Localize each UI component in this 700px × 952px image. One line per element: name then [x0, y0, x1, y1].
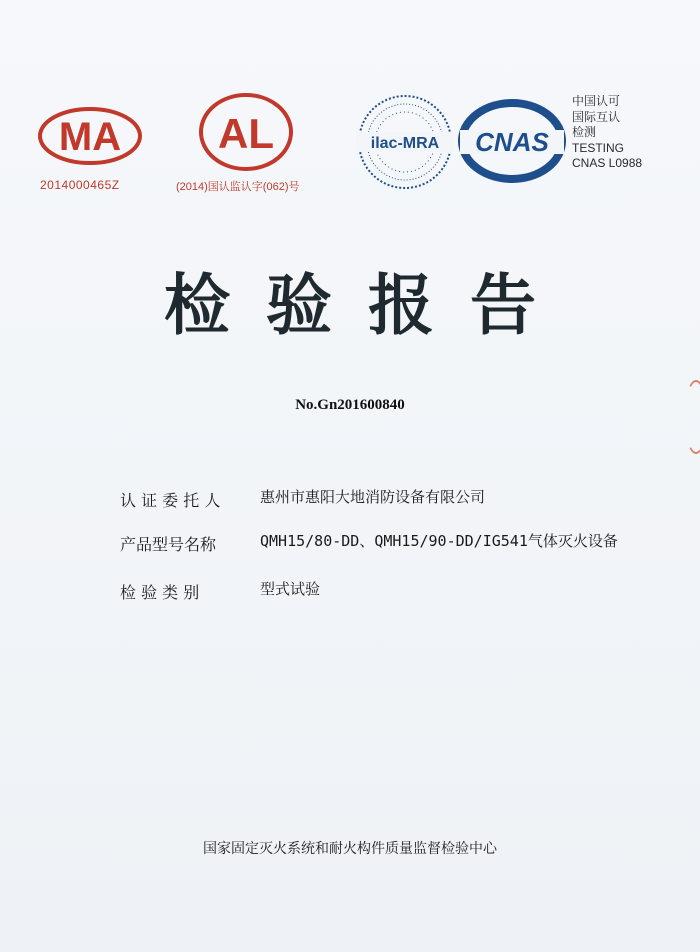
cnas-line: 国际互认: [572, 109, 621, 124]
ilac-mra-logo: [352, 92, 458, 192]
cnas-line: TESTING: [572, 140, 625, 155]
field-value: 型式试验: [260, 580, 321, 598]
seal-edge-mark: [684, 380, 700, 454]
cnas-line: CNAS L0988: [572, 156, 643, 170]
cnas-line: 中国认可: [572, 94, 621, 108]
field-label: 认 证 委 托 人: [120, 491, 221, 510]
ilac-mra-logo-text: ilac-MRA: [370, 135, 440, 152]
field-label: 产品型号名称: [120, 535, 217, 554]
cnas-logo: [458, 98, 566, 184]
cnas-accreditation-text: [572, 94, 682, 172]
field-label: 检 验 类 别: [120, 583, 200, 602]
cma-logo: [38, 106, 143, 166]
cnas-line: 检测: [572, 125, 597, 139]
cal-certificate-code: (2014)国认监认字(062)号: [176, 181, 300, 193]
issuing-organization: 国家固定灭火系统和耐火构件质量监督检验中心: [203, 841, 497, 857]
cal-logo: [198, 92, 294, 172]
cnas-logo-text: CNAS: [475, 127, 549, 157]
document-title: 检验报告: [164, 267, 572, 344]
field-value: QMH15/80-DD、QMH15/90-DD/IG541气体灭火设备: [260, 532, 618, 550]
report-number: No.Gn201600840: [295, 397, 405, 413]
cal-logo-text: AL: [218, 110, 274, 157]
field-value: 惠州市惠阳大地消防设备有限公司: [260, 488, 486, 506]
cma-logo-text: MA: [58, 115, 122, 159]
cma-certificate-code: 2014000465Z: [40, 178, 120, 192]
